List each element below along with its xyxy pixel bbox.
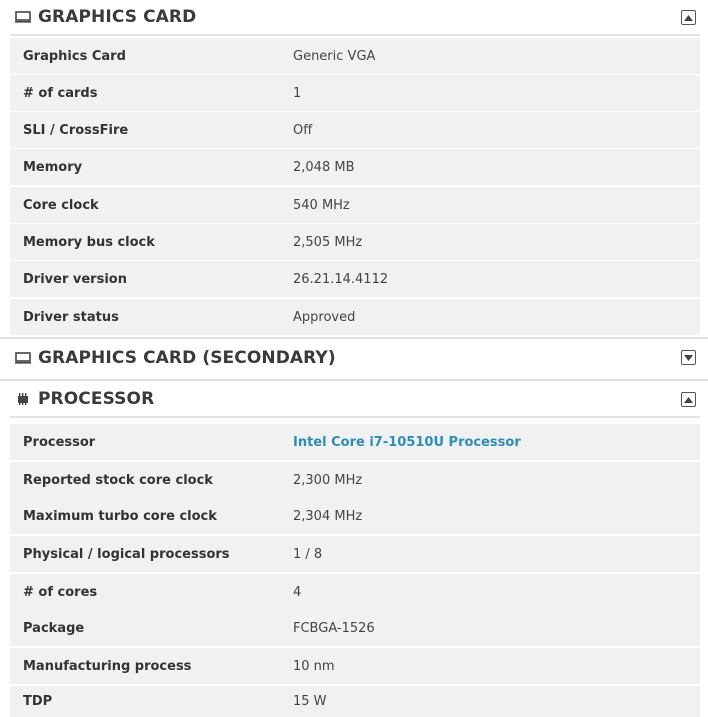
section-divider — [0, 337, 708, 339]
monitor-icon — [15, 9, 31, 25]
row-label: Memory bus clock — [23, 234, 155, 250]
row-label: Physical / logical processors — [23, 546, 230, 562]
row-label: Memory — [23, 159, 83, 175]
section-header-processor[interactable] — [10, 382, 700, 418]
row-value: 10 nm — [293, 658, 335, 674]
section-title: PROCESSOR — [38, 389, 155, 409]
row-label: Graphics Card — [23, 48, 126, 64]
row-label: # of cards — [23, 85, 98, 101]
row-label: Reported stock core clock — [23, 472, 213, 488]
row-label: TDP — [23, 694, 53, 709]
row-value: 26.21.14.4112 — [293, 271, 389, 287]
row-value: 2,300 MHz — [293, 472, 363, 488]
table-row — [10, 686, 700, 717]
table-row — [10, 610, 700, 646]
row-label: Package — [23, 620, 85, 636]
table-row — [10, 112, 700, 148]
row-label: Processor — [23, 434, 96, 450]
row-label: Maximum turbo core clock — [23, 508, 217, 524]
table-row — [10, 299, 700, 335]
chip-icon — [15, 391, 31, 407]
expand-down-icon[interactable] — [681, 350, 696, 365]
row-value: 540 MHz — [293, 197, 350, 213]
table-row — [10, 574, 700, 610]
row-label: SLI / CrossFire — [23, 122, 129, 138]
monitor-icon — [15, 350, 31, 366]
row-label: Driver status — [23, 309, 119, 325]
row-value: 2,505 MHz — [293, 234, 363, 250]
row-value: Generic VGA — [293, 48, 376, 64]
table-row — [10, 462, 700, 498]
table-row — [10, 261, 700, 297]
row-label: # of cores — [23, 584, 98, 600]
table-row — [10, 424, 700, 460]
row-value: 2,304 MHz — [293, 508, 363, 524]
table-row — [10, 536, 700, 572]
table-row — [10, 75, 700, 111]
row-value: Approved — [293, 309, 356, 325]
table-row — [10, 648, 700, 684]
table-row — [10, 224, 700, 260]
section-header-graphics-card[interactable] — [10, 0, 700, 36]
collapse-up-icon[interactable] — [681, 10, 696, 25]
collapse-up-icon[interactable] — [681, 392, 696, 407]
row-label: Manufacturing process — [23, 658, 192, 674]
section-title: GRAPHICS CARD — [38, 7, 197, 27]
row-value: 4 — [293, 584, 302, 600]
row-value: Off — [293, 122, 313, 138]
table-row — [10, 149, 700, 185]
section-title: GRAPHICS CARD (SECONDARY) — [38, 348, 336, 368]
row-value: 1 / 8 — [293, 546, 323, 562]
section-divider — [0, 379, 708, 381]
table-row — [10, 498, 700, 534]
row-value: FCBGA-1526 — [293, 620, 375, 636]
row-value: 2,048 MB — [293, 159, 355, 175]
row-label: Driver version — [23, 271, 127, 287]
row-label: Core clock — [23, 197, 99, 213]
row-value: 15 W — [293, 694, 327, 709]
processor-link[interactable]: Intel Core i7-10510U Processor — [293, 434, 521, 450]
section-header-graphics-card-secondary[interactable] — [10, 340, 700, 376]
table-row — [10, 187, 700, 223]
table-row — [10, 38, 700, 74]
row-value: 1 — [293, 85, 302, 101]
